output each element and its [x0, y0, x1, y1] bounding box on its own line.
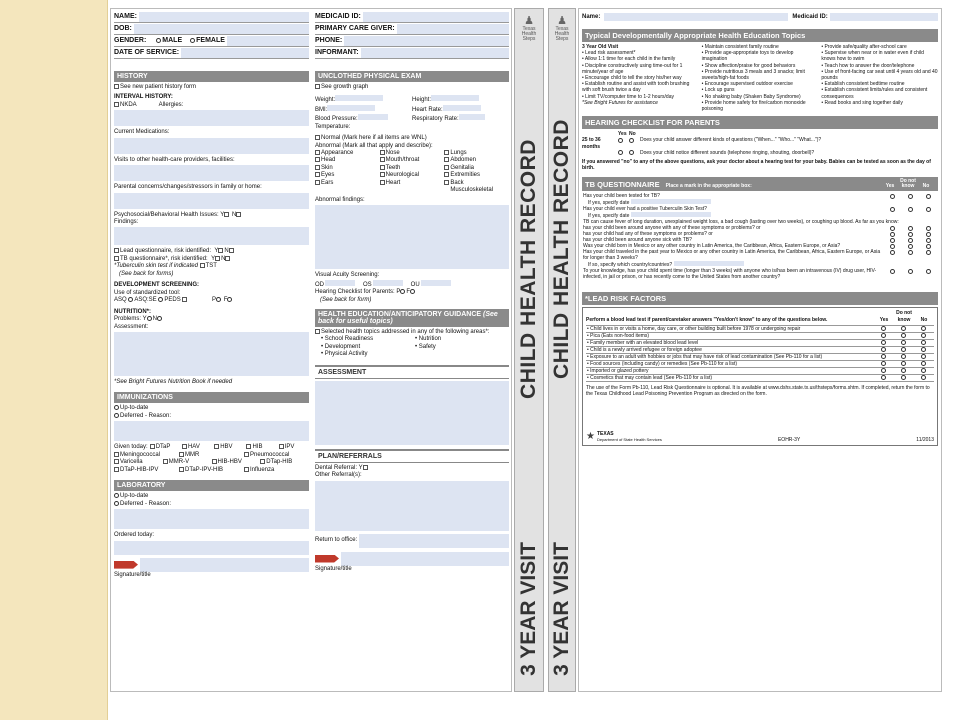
parental-concerns-field[interactable] — [114, 193, 309, 209]
tb-no-checkbox[interactable] — [225, 256, 230, 261]
vaccine-checkbox[interactable]: HAV — [182, 444, 212, 451]
tb-dnk-radio[interactable] — [908, 194, 913, 199]
tb-no-radio[interactable] — [926, 238, 931, 243]
new-patient-checkbox[interactable] — [114, 84, 119, 89]
table-row: TB can cause fever of long duration, unexplained weight loss, a bad cough (lasting over two weeks), or coughing up blood. As far as you know: — [583, 219, 899, 226]
lead-dnk-radio[interactable] — [901, 326, 906, 331]
tst-checkbox[interactable] — [200, 263, 205, 268]
lead-no-radio[interactable] — [921, 354, 926, 359]
lead-dnk-radio[interactable] — [901, 340, 906, 345]
hearing-pass-radio[interactable] — [400, 289, 405, 294]
tb-yes-radio[interactable] — [890, 226, 895, 231]
gender-field: GENDER: MALE FEMALE — [114, 35, 309, 47]
lead-yes-radio[interactable] — [881, 354, 886, 359]
exam-item-checkbox[interactable]: Nose — [380, 150, 445, 157]
hearing-fail-radio[interactable] — [410, 289, 415, 294]
tb-no-radio[interactable] — [926, 207, 931, 212]
history-section-title: HISTORY — [114, 71, 309, 82]
child-health-record-label: CHILD HEALTH RECORD — [517, 139, 540, 399]
tb-q1-date-field[interactable] — [631, 199, 711, 204]
exam-item-checkbox[interactable]: Musculoskeletal — [450, 187, 494, 194]
tb-yes-radio[interactable] — [890, 194, 895, 199]
vaccine-checkbox[interactable]: DTaP-HIB-IPV — [114, 467, 179, 474]
psych-yes-checkbox[interactable] — [224, 212, 229, 217]
table-row: • Pica (Eats non-food items) — [586, 332, 934, 339]
hearing-q2-no-radio[interactable] — [629, 150, 634, 155]
texas-health-steps-logo: ♟ Texas Health Steps — [521, 15, 537, 42]
table-row: • Exposure to an adult with hobbies or jobs that may have risk of lead contamination (See Pb-110 for a list) — [586, 353, 934, 360]
texas-health-steps-logo: ♟ Texas Health Steps — [554, 15, 570, 42]
vaccine-checkbox[interactable]: MMR-V — [163, 459, 212, 466]
dob-field[interactable]: DOB: — [114, 23, 309, 35]
hearing-q1-yes-radio[interactable] — [618, 138, 623, 143]
record-spine-front — [514, 8, 544, 692]
physical-exam-section: See growth graph Weight: Height: BMI: Heart Rate: Blood Pressure: Respiratory Rate: Temperature: Normal (Mark here if all items are WNL) Abnormal (Mark all that apply and describe): Appearance Nose Lungs Head Mouth/throat Abdomen Skin Teeth Genitalia Eyes Neurological Extremities Ears Heart Back Musculoskeletal Abnormal findings: Visual Acuity Screening: OD OS OU Hearing Checklist for Parents: P F (See back for form) — [315, 84, 509, 304]
lead-no-checkbox[interactable] — [229, 248, 234, 253]
child-health-record-label: CHILD HEALTH RECORD — [550, 119, 573, 379]
back-name-field[interactable] — [604, 13, 788, 21]
lead-risk-table — [586, 325, 934, 382]
plan-section-title: PLAN/REFERRALS — [315, 449, 509, 463]
exam-item-checkbox[interactable]: Lungs — [444, 150, 509, 157]
visit-label: 3 YEAR VISIT — [517, 542, 540, 676]
exam-normal-checkbox[interactable] — [315, 135, 320, 140]
immunizations-section: Up-to-date Deferred - Reason: Given today: DTaP HAV HBV HIB IPV Meningococcal MMR Pneumococcal Varicella MMR-V HIB-HBV DTap-HIB DTaP-HIB-IPV DTaP-IPV-HIB Influenza — [114, 405, 309, 474]
phone-field[interactable]: PHONE: — [315, 35, 509, 47]
lead-dnk-radio[interactable] — [901, 354, 906, 359]
lead-risk-section: Perform a blood lead test if parent/caretaker answers "Yes/don't know" to any of the questions below. Yes Do not know No • Child lives in or visits a home, day care, or other building built before 1978 or undergoing repair • Pica (Eats non-food items) • Family member with an elevated blood lead level • Child is a newly arrived refugee or foreign adoptee • Exposure to an adult with hobbies or jobs that may have risk of lead contamination (See Pb-110 for a list) • Food sources (including candy) or remedies (See Pb-110 for a list) • Imported or glazed pottery • Cosmetics that may contain lead (See Pb-110 for a list) The use of the Form Pb-110, Lead Risk Questionnaire is optional. It is available at www.dshs.state.tx.us/thsteps/forms.shtm. If completed, return the form to the Texas Childhood Lead Poisoning Prevention Program as directed on the form. ★ TEXAS Department of State Health Services EOHR-3Y 11/2013 — [582, 307, 938, 446]
exam-item-checkbox[interactable]: Heart — [380, 180, 445, 187]
visit-label: 3 YEAR VISIT — [550, 542, 573, 676]
form-footer — [586, 431, 934, 443]
nutrition-section: NUTRITION*: Problems: Y N Assessment: *See Bright Futures Nutrition Book if needed — [114, 309, 309, 387]
nutrition-assessment-field[interactable] — [114, 332, 309, 376]
form-date: 11/2013 — [916, 437, 934, 444]
assessment-section-title: ASSESSMENT — [315, 365, 509, 379]
lead-yes-radio[interactable] — [881, 368, 886, 373]
plan-section: Dental Referral: Y Other Referral(s): Return to office: Signature/title — [315, 465, 509, 573]
lead-yes-radio[interactable] — [881, 340, 886, 345]
table-row: • Family member with an elevated blood lead level — [586, 339, 934, 346]
lead-dnk-radio[interactable] — [901, 347, 906, 352]
tb-no-radio[interactable] — [926, 226, 931, 231]
tb-dnk-radio[interactable] — [908, 207, 913, 212]
lab-deferred-radio[interactable] — [114, 501, 119, 506]
exam-item-checkbox[interactable]: Eyes — [315, 172, 380, 179]
vaccine-checkbox[interactable]: DTap-HIB — [260, 459, 309, 466]
texas-star-icon: ★ — [586, 430, 595, 442]
table-row: • Imported or glazed pottery — [586, 367, 934, 374]
table-row: To your knowledge, has your child spent time (longer than 3 weeks) with anyone who is/has been an intravenous (IV) drug user, HIV-infected, in jail or prison, or has recently come to the United States from another country? — [582, 268, 938, 280]
dev-pass-radio[interactable] — [216, 297, 221, 302]
assessment-field[interactable] — [315, 381, 509, 445]
abnormal-findings-field[interactable] — [315, 205, 509, 269]
lab-signature-line[interactable] — [114, 558, 309, 572]
sign-here-flag-icon — [315, 555, 339, 563]
return-to-office-field[interactable] — [359, 534, 509, 548]
immun-deferred-radio[interactable] — [114, 413, 119, 418]
lab-uptodate-radio[interactable] — [114, 493, 119, 498]
vaccine-checkbox[interactable]: Varicella — [114, 459, 163, 466]
tb-yes-radio[interactable] — [890, 238, 895, 243]
other-referrals-field[interactable] — [315, 481, 509, 531]
dental-referral-checkbox[interactable] — [363, 465, 368, 470]
laboratory-section-title: LABORATORY — [114, 480, 309, 491]
tb-dnk-radio[interactable] — [908, 232, 913, 237]
form-right-column — [315, 11, 509, 687]
vaccine-checkbox[interactable]: Influenza — [244, 467, 309, 474]
tb-yes-radio[interactable] — [890, 207, 895, 212]
hearing-q1-no-radio[interactable] — [629, 138, 634, 143]
tb-questionnaire-checkbox[interactable] — [114, 256, 119, 261]
medicaid-id-field[interactable]: MEDICAID ID: — [315, 11, 509, 23]
vaccine-checkbox[interactable]: Pneumococcal — [244, 452, 309, 459]
lead-dnk-radio[interactable] — [901, 375, 906, 380]
lead-yes-radio[interactable] — [881, 361, 886, 366]
dev-fail-radio[interactable] — [227, 297, 232, 302]
exam-item-checkbox[interactable]: Extremities — [444, 172, 509, 179]
lead-yes-radio[interactable] — [881, 347, 886, 352]
table-row: has your child been around anyone sick with TB? — [582, 237, 938, 243]
lab-reason-field[interactable] — [114, 509, 309, 529]
exam-item-checkbox[interactable]: Ears — [315, 180, 380, 187]
exam-item-checkbox[interactable]: Back — [444, 180, 509, 187]
dshs-logo: ★ TEXAS Department of State Health Services — [586, 430, 662, 443]
exam-item-checkbox[interactable]: Mouth/throat — [380, 157, 445, 164]
table-row: • Food sources (including candy) or remedies (See Pb-110 for a list) — [586, 360, 934, 367]
lead-no-radio[interactable] — [921, 347, 926, 352]
growth-graph-checkbox[interactable] — [315, 84, 320, 89]
tb-questionnaire-table — [582, 193, 938, 280]
tb-dnk-radio[interactable] — [908, 226, 913, 231]
sign-here-flag-icon — [114, 561, 138, 569]
tb-yes-radio[interactable] — [890, 244, 895, 249]
gender-male-option[interactable]: MALE — [156, 37, 182, 44]
guidance-section: Selected health topics addressed in any of the following areas*: • School Readiness • Nutrition • Development • Safety • Physical Activity — [315, 329, 509, 359]
lead-yes-radio[interactable] — [881, 333, 886, 338]
exam-item-checkbox[interactable]: Skin — [315, 165, 380, 172]
nutrition-yes-radio[interactable] — [147, 316, 152, 321]
exam-item-checkbox[interactable]: Abdomen — [444, 157, 509, 164]
history-section: See new patient history form INTERVAL HISTORY: NKDA Allergies: Current Medications: Visits to other health-care providers, facilities: Parental concerns/changes/stressors in family or home: Psychosocial/Behavioral Health Issues: Y N Findings: Lead questionnaire, risk identified: Y N TB questionnaire*, risk identified: Y N *Tuberculin skin test if indicated TST (See back for forms) — [114, 84, 309, 278]
immun-reason-field[interactable] — [114, 421, 309, 441]
lead-risk-title: *LEAD RISK FACTORS — [582, 292, 938, 305]
table-row: has your child had any of these symptoms or problems? or — [582, 231, 938, 237]
table-row: Was your child born in Mexico or any other country in Latin America, the Caribbean, Africa, Eastern Europe, or Asia? — [582, 243, 938, 249]
immun-uptodate-radio[interactable] — [114, 405, 119, 410]
table-row: Has your child ever had a positive Tuberculin Skin Test? If yes, specify date — [582, 206, 938, 219]
exam-item-checkbox[interactable]: Teeth — [380, 165, 445, 172]
asq-radio[interactable] — [128, 297, 133, 302]
back-medicaid-field[interactable] — [830, 13, 938, 21]
guidance-section-title: HEALTH EDUCATION/ANTICIPATORY GUIDANCE (See back for useful topics) — [315, 309, 509, 327]
form-number: EOHR-3Y — [777, 437, 801, 444]
hearing-q2-yes-radio[interactable] — [618, 150, 623, 155]
vaccine-checkbox[interactable]: HIB-HBV — [212, 459, 261, 466]
tb-yes-radio[interactable] — [890, 269, 895, 274]
lead-no-radio[interactable] — [921, 375, 926, 380]
table-row: has your child been around anyone with any of these symptoms or problems? or — [582, 225, 938, 231]
date-of-service-field[interactable]: DATE OF SERVICE: — [114, 47, 309, 59]
tb-yes-radio[interactable] — [890, 232, 895, 237]
form-page-back: Name: Medicaid ID: Typical Developmentally Appropriate Health Education Topics 3 Year Old Visit • Lead risk assessment* • Allow 1:1 time for each child in the family • Discipline constructively using time-out for 1 minute/year of age • Encourage child to tell the story his/her way • Establish routine and assist with tooth brushing with soft brush twice a day • Limit TV/computer time to 1-2 hours/day *See Bright Futures for assistance • Maintain consistent family routine • Provide age-appropriate toys to develop imagination • Show affection/praise for good behaviors • Provide nutritious 3 meals and 3 snacks; limit sweets/high-fat foods • Encourage supervised outdoor exercise • Lock up guns • No shaking baby (Shaken Baby Syndrome) • Provide home safety for fire/carbon monoxide poisoning • Provide safe/quality after-school care • Supervise when near or in water even if child knows how to swim • Teach how to answer the door/telephone • Use of front-facing car seat until 4 years old and 40 pounds • Establish consistent bedtime routine • Establish consistent limits/rules and consistent consequences • Read books and sing together daily HEARING CHECKLIST FOR PARENTS Yes No 25 to 36 months Does your child answer different kinds of questions ("When..." "Who..." "What...")? Does your child notice different sounds (telephone ringing, shouting, doorbell)? If you answered "no" to any of the above questions, ask your doctor about a hearing test for your baby. Babies can be tested as soon as the day of birth. TB QUESTIONNAIRE Place a mark in the appropriate box: Yes Do not know No Has your child been tested for TB? If yes, specify date Has your child ever had a positive Tuberculin Skin Test? If yes, specify date TB can cause fever of long duration, unexplained weight loss, a bad cough (lasting over two weeks), or coughing up blood. As far as you know: has your child been around anyone with any of these symptoms or problems? or has your child had any of these symptoms or problems? or has your child been around anyone sick with TB? Was your child born in Mexico or any other country in Latin America, the Caribbean, Africa, Eastern Europe, or Asia? Has your child traveled in the past year to Mexico or any other country in Latin America, the Caribbean, Africa, Eastern Europe, or Asia for longer than 3 weeks? If so, specify which country/countries? To your knowledge, has your child spent time (longer than 3 weeks) with anyone who is/has been an intravenous (IV) drug user, HIV-infected, in jail or prison, or has recently come to the United States from another country? *LEAD RISK FACTORS Perform a blood lead test if parent/caretaker answers "Yes/don't know" to any of the questions below. Yes Do not know No • Child lives in or visits a home, day care, or other building built before 1978 or undergoing repair • Pica (Eats non-food items) • Family member with an elevated blood lead level • Child is a newly arrived refugee or foreign adoptee • Exposure to an adult with hobbies or jobs that may have risk of lead contamination (See Pb-110 for a list) • Food sources (including candy) or remedies (See Pb-110 for a list) • Imported or glazed pottery • Cosmetics that may contain lead (See Pb-110 for a list) The use of the Form Pb-110, Lead Risk Questionnaire is optional. It is available at www.dshs.state.tx.us/thsteps/forms.shtm. If completed, return the form to the Texas Childhood Lead Poisoning Prevention Program as directed on the form. ★ TEXAS Department of State Health Services EOHR-3Y 11/2013 — [578, 8, 942, 692]
vaccine-checkbox[interactable]: Meningococcal — [114, 452, 179, 459]
lead-no-radio[interactable] — [921, 326, 926, 331]
lead-questionnaire-checkbox[interactable] — [114, 248, 119, 253]
nkda-checkbox[interactable] — [114, 102, 119, 107]
vaccine-checkbox[interactable]: HIB — [246, 444, 276, 451]
tb-yes-checkbox[interactable] — [215, 256, 220, 261]
education-topics-section: 3 Year Old Visit • Lead risk assessment* • Allow 1:1 time for each child in the family • Discipline constructively using time-out for 1 minute/year of age • Encourage child to tell the story his/her way • Establish routine and assist with tooth brushing with soft brush twice a day • Limit TV/computer time to 1-2 hours/day *See Bright Futures for assistance • Maintain consistent family routine • Provide age-appropriate toys to develop imagination • Show affection/praise for good behaviors • Provide nutritious 3 meals and 3 snacks; limit sweets/high-fat foods • Encourage supervised outdoor exercise • Lock up guns • No shaking baby (Shaken Baby Syndrome) • Provide home safety for fire/carbon monoxide poisoning • Provide safe/quality after-school care • Supervise when near or in water even if child knows how to swim • Teach how to answer the door/telephone • Use of front-facing car seat until 4 years old and 40 pounds • Establish consistent bedtime routine • Establish consistent limits/rules and consistent consequences • Read books and sing together daily — [582, 44, 938, 113]
nutrition-no-radio[interactable] — [157, 316, 162, 321]
tb-dnk-radio[interactable] — [908, 238, 913, 243]
allergies-field[interactable] — [114, 110, 309, 126]
tb-dnk-radio[interactable] — [908, 244, 913, 249]
visits-field[interactable] — [114, 165, 309, 181]
lab-ordered-field[interactable] — [114, 541, 309, 555]
exam-item-checkbox[interactable]: Genitalia — [444, 165, 509, 172]
vaccine-checkbox[interactable]: MMR — [179, 452, 244, 459]
vaccine-checkbox[interactable]: DTaP-IPV-HIB — [179, 467, 244, 474]
table-row: • Child is a newly arrived refugee or foreign adoptee — [586, 346, 934, 353]
lead-yes-checkbox[interactable] — [218, 248, 223, 253]
lead-dnk-radio[interactable] — [901, 368, 906, 373]
tb-q5-country-field[interactable] — [674, 261, 744, 266]
form-page-front — [110, 8, 512, 692]
plan-signature-line[interactable] — [315, 552, 509, 566]
tb-q2-date-field[interactable] — [631, 212, 711, 217]
education-topics-title: Typical Developmentally Appropriate Health Education Topics — [582, 29, 938, 42]
exam-item-checkbox[interactable]: Neurological — [380, 172, 445, 179]
asqse-radio[interactable] — [158, 297, 163, 302]
lead-no-radio[interactable] — [921, 340, 926, 345]
primary-care-giver-field[interactable]: PRIMARY CARE GIVER: — [315, 23, 509, 35]
informant-field[interactable]: INFORMANT: — [315, 47, 509, 59]
form-left-column — [114, 11, 309, 687]
lead-no-radio[interactable] — [921, 368, 926, 373]
tb-no-radio[interactable] — [926, 269, 931, 274]
tb-no-radio[interactable] — [926, 194, 931, 199]
lead-yes-radio[interactable] — [881, 375, 886, 380]
tb-yes-radio[interactable] — [890, 250, 895, 255]
vaccine-checkbox[interactable]: IPV — [279, 444, 309, 451]
hearing-checklist-section: Yes No 25 to 36 months Does your child answer different kinds of questions ("When..." "Who..." "What...")? Does your child notice different sounds (telephone ringing, shouting, doorbell)? If you answered "no" to any of the above questions, ask your doctor about a hearing test for your baby. Babies can be tested as soon as the day of birth. — [582, 131, 931, 172]
exam-item-checkbox[interactable]: Head — [315, 157, 380, 164]
peds-checkbox[interactable] — [182, 297, 187, 302]
tb-questionnaire-title: TB QUESTIONNAIRE Place a mark in the appropriate box: Yes Do not know No — [582, 177, 938, 191]
medications-field[interactable] — [114, 138, 309, 154]
lead-dnk-radio[interactable] — [901, 361, 906, 366]
laboratory-section: Up-to-date Deferred - Reason: Ordered today: Signature/title — [114, 493, 309, 579]
tb-no-radio[interactable] — [926, 232, 931, 237]
tb-no-radio[interactable] — [926, 250, 931, 255]
table-row: Has your child traveled in the past year to Mexico or any other country in Latin America, the Caribbean, Africa, Eastern Europe, or Asia for longer than 3 weeks? If so, specify which country/countries? — [582, 249, 938, 268]
exam-item-checkbox[interactable]: Appearance — [315, 150, 380, 157]
tb-no-radio[interactable] — [926, 244, 931, 249]
lead-dnk-radio[interactable] — [901, 333, 906, 338]
tb-dnk-radio[interactable] — [908, 269, 913, 274]
lead-no-radio[interactable] — [921, 333, 926, 338]
vaccine-checkbox[interactable]: HBV — [214, 444, 244, 451]
record-spine-back — [548, 8, 576, 692]
findings-field[interactable] — [114, 227, 309, 245]
name-field[interactable]: NAME: — [114, 11, 309, 23]
decorative-left-strip — [0, 0, 108, 720]
tb-dnk-radio[interactable] — [908, 250, 913, 255]
table-row: • Cosmetics that may contain lead (See Pb-110 for a list) — [586, 374, 934, 381]
vaccine-checkbox[interactable]: DTaP — [150, 444, 180, 451]
psych-no-checkbox[interactable] — [236, 212, 241, 217]
lead-no-radio[interactable] — [921, 361, 926, 366]
health-topics-checkbox[interactable] — [315, 329, 320, 334]
lead-note: The use of the Form Pb-110, Lead Risk Questionnaire is optional. It is available at www.dshs.state.tx.us/thsteps/forms.shtm. If completed, return the form to the Texas Childhood Lead Poisoning Prevention Program as directed on the form. — [586, 384, 930, 398]
gender-female-option[interactable]: FEMALE — [190, 37, 225, 44]
physical-exam-section-title: UNCLOTHED PHYSICAL EXAM — [315, 71, 509, 82]
table-row: • Child lives in or visits a home, day care, or other building built before 1978 or undergoing repair — [586, 325, 934, 332]
lead-yes-radio[interactable] — [881, 326, 886, 331]
hearing-checklist-title: HEARING CHECKLIST FOR PARENTS — [582, 116, 938, 129]
development-screening: DEVELOPMENT SCREENING: Use of standardized tool: ASQ ASQ:SE PEDS P F — [114, 282, 309, 304]
table-row: Has your child been tested for TB? If yes, specify date — [582, 193, 938, 206]
immunizations-section-title: IMMUNIZATIONS — [114, 392, 309, 403]
